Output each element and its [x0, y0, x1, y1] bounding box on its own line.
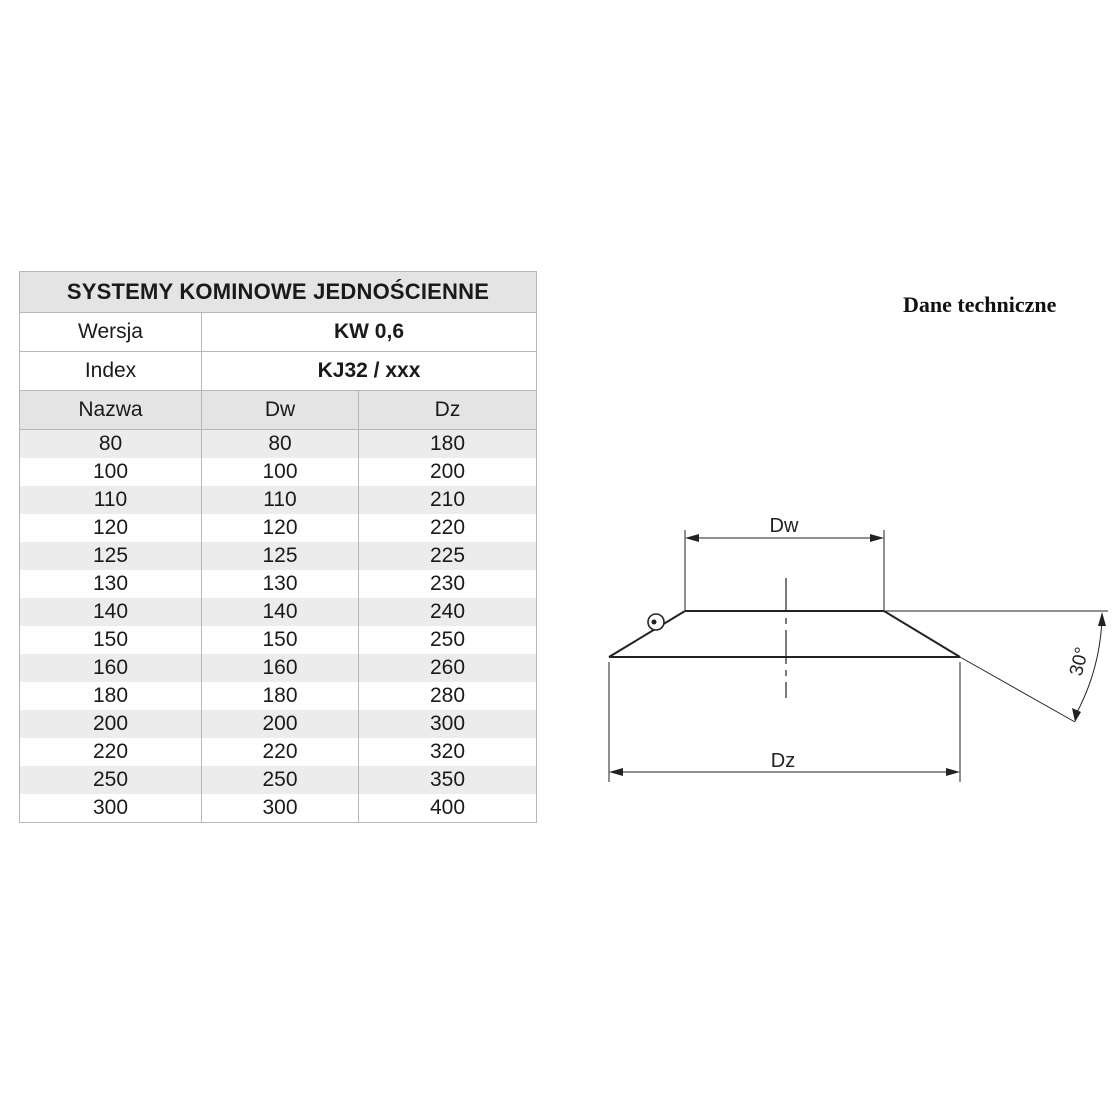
- angle-slope-extension: [960, 657, 1075, 722]
- table-row: [20, 458, 537, 486]
- cell-nazwa: 250: [20, 766, 202, 794]
- column-header-dz: Dz: [359, 391, 537, 430]
- cell-nazwa: 140: [20, 598, 202, 626]
- index-value: KJ32 / xxx: [202, 352, 537, 391]
- table-row: [20, 682, 537, 710]
- table-row: [20, 486, 537, 514]
- cell-nazwa: 130: [20, 570, 202, 598]
- cell-nazwa: 100: [20, 458, 202, 486]
- cell-dw: 150: [202, 626, 359, 654]
- cell-dw: 125: [202, 542, 359, 570]
- cell-nazwa: 200: [20, 710, 202, 738]
- cell-dw: 200: [202, 710, 359, 738]
- cell-dz: 230: [359, 570, 537, 598]
- cell-dz: 260: [359, 654, 537, 682]
- cone-left-edge: [609, 611, 685, 657]
- cell-dw: 180: [202, 682, 359, 710]
- cell-dz: 180: [359, 430, 537, 459]
- cell-dz: 280: [359, 682, 537, 710]
- column-header-nazwa: Nazwa: [20, 391, 202, 430]
- table-row: [20, 626, 537, 654]
- table-row: [20, 570, 537, 598]
- index-label: Index: [20, 352, 202, 391]
- cell-nazwa: 160: [20, 654, 202, 682]
- cell-nazwa: 110: [20, 486, 202, 514]
- cone-right-edge: [884, 611, 960, 657]
- cell-dz: 400: [359, 794, 537, 823]
- cell-nazwa: 220: [20, 738, 202, 766]
- chimney-cover-diagram: [590, 500, 1115, 800]
- table-row: [20, 542, 537, 570]
- cell-dw: 130: [202, 570, 359, 598]
- spec-table: [19, 271, 537, 823]
- cell-dz: 250: [359, 626, 537, 654]
- version-row: [20, 313, 537, 352]
- cell-nazwa: 150: [20, 626, 202, 654]
- cell-nazwa: 300: [20, 794, 202, 823]
- cell-dz: 200: [359, 458, 537, 486]
- dw-label: Dw: [769, 515, 799, 537]
- table-row: [20, 598, 537, 626]
- cell-dw: 250: [202, 766, 359, 794]
- cell-dw: 100: [202, 458, 359, 486]
- table-row: [20, 430, 537, 459]
- table-row: [20, 766, 537, 794]
- section-heading: Dane techniczne: [903, 292, 1057, 317]
- table-title: SYSTEMY KOMINOWE JEDNOŚCIENNE: [20, 272, 537, 313]
- table-row: [20, 654, 537, 682]
- cell-nazwa: 180: [20, 682, 202, 710]
- cell-dz: 350: [359, 766, 537, 794]
- table-row: [20, 738, 537, 766]
- cell-dw: 160: [202, 654, 359, 682]
- table-row: [20, 794, 537, 823]
- cell-dz: 225: [359, 542, 537, 570]
- cell-dw: 220: [202, 738, 359, 766]
- column-header-row: [20, 391, 537, 430]
- cell-dw: 300: [202, 794, 359, 823]
- cell-dz: 210: [359, 486, 537, 514]
- cell-nazwa: 80: [20, 430, 202, 459]
- cell-nazwa: 120: [20, 514, 202, 542]
- cell-dz: 320: [359, 738, 537, 766]
- column-header-dw: Dw: [202, 391, 359, 430]
- cell-dz: 240: [359, 598, 537, 626]
- cell-nazwa: 125: [20, 542, 202, 570]
- angle-label: 30°: [1065, 645, 1094, 679]
- cell-dw: 80: [202, 430, 359, 459]
- table-row: [20, 710, 537, 738]
- cell-dw: 120: [202, 514, 359, 542]
- table-row: [20, 514, 537, 542]
- version-value: KW 0,6: [202, 313, 537, 352]
- dz-label: Dz: [770, 750, 796, 772]
- cell-dw: 140: [202, 598, 359, 626]
- cell-dw: 110: [202, 486, 359, 514]
- index-row: [20, 352, 537, 391]
- cell-dz: 300: [359, 710, 537, 738]
- cell-dz: 220: [359, 514, 537, 542]
- version-label: Wersja: [20, 313, 202, 352]
